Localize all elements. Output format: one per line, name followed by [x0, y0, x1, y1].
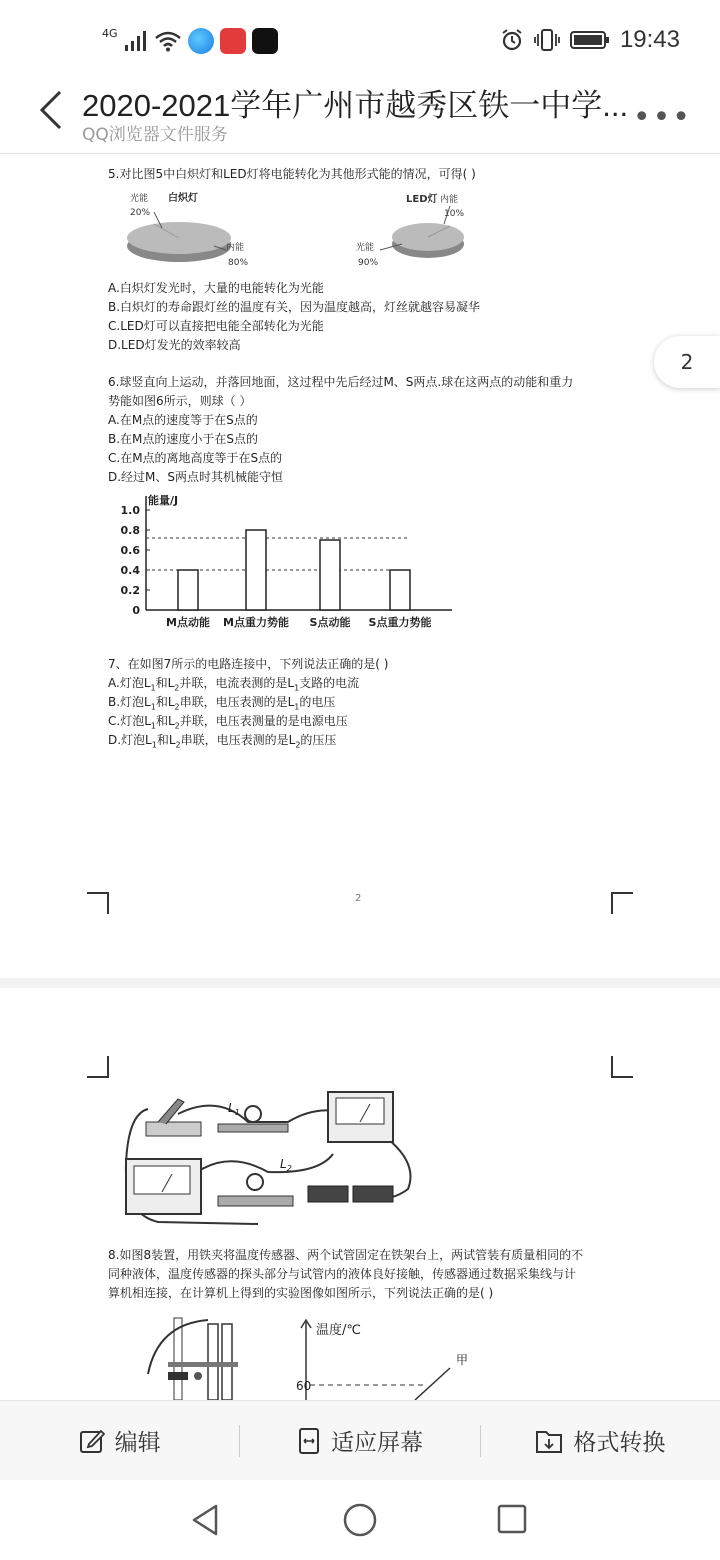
q5-option-c: C.LED灯可以直接把电能全部转化为光能 [108, 319, 324, 333]
q6-option-b: B.在M点的速度小于在S点的 [108, 432, 259, 446]
q8-stem-line2: 同种液体，温度传感器的探头部分与试管内的液体良好接触，传感器通过数据采集线与计 [108, 1267, 577, 1281]
qq-browser-icon [188, 28, 214, 54]
page-indicator[interactable]: 2 [654, 336, 720, 388]
q8-tick-60: 60 [296, 1379, 312, 1393]
q7-circuit-figure [118, 1084, 428, 1234]
clock: 19:43 [619, 26, 680, 53]
crop-mark-top-left [87, 892, 109, 914]
q5-led-light-label: 光能 [356, 243, 375, 253]
q6-energy-bar-chart [112, 492, 462, 632]
q5-led-figure [352, 188, 482, 270]
q5-led-light-pct: 90% [358, 258, 379, 268]
bar-2 [246, 530, 266, 610]
q6-option-c: C.在M点的离地高度等于在S点的 [108, 451, 283, 465]
y-tick-label: 0.8 [120, 524, 140, 537]
q8-temperature-graph [290, 1318, 490, 1400]
format-convert-button[interactable]: 格式转换 [481, 1424, 720, 1457]
edit-icon [79, 1428, 105, 1454]
app-header [0, 82, 720, 154]
y-tick-label: 0 [132, 604, 140, 617]
q6-stem-line1: 6.球竖直向上运动，并落回地面，这过程中先后经过M、S两点.球在这两点的动能和重力 [108, 375, 574, 389]
signal-icon [124, 30, 148, 52]
q5-incand-heat-pct: 80% [228, 258, 249, 268]
bar-3 [320, 540, 340, 610]
q5-option-b: B.白炽灯的寿命跟灯丝的温度有关，因为温度越高，灯丝就越容易凝华 [108, 300, 481, 314]
back-arrow-icon[interactable] [34, 90, 74, 130]
q6-option-d: D.经过M、S两点时其机械能守恒 [108, 470, 284, 484]
q8-apparatus-figure [138, 1314, 258, 1400]
fit-screen-button[interactable]: 适应屏幕 [240, 1424, 479, 1457]
q8-series-label-jia: 甲 [456, 1353, 469, 1367]
system-nav-bar [0, 1480, 720, 1560]
q7-option-d: D.灯泡$L_1$和$L_2$串联，电压表测的是$L_2$的压压 [108, 733, 337, 750]
more-menu-icon[interactable]: ••• [632, 100, 692, 135]
q8-stem-line3: 算机相连接，在计算机上得到的实验图像如图所示，下列说法正确的是( ) [108, 1286, 494, 1300]
x-category-label: M点动能 [166, 616, 210, 629]
q5-option-a: A.白炽灯发光时，大量的电能转化为光能 [108, 281, 324, 295]
circuit-label-l2: $L_2$ [280, 1157, 292, 1173]
q7-option-c: C.灯泡$L_1$和$L_2$并联，电压表测量的是电源电压 [108, 714, 348, 731]
page-number: 2 [355, 893, 362, 904]
q8-stem-line1: 8.如图8装置，用铁夹将温度传感器、两个试管固定在铁架台上，两试管装有质量相同的不 [108, 1248, 584, 1262]
crop-mark-bottom-right [611, 1056, 633, 1078]
circuit-label-l1: $L_1$ [228, 1101, 240, 1117]
q5-incand-heat-label: 内能 [226, 243, 245, 253]
status-bar [0, 0, 720, 82]
nav-home-icon[interactable] [342, 1502, 378, 1538]
crop-mark-top-right [611, 892, 633, 914]
nav-recents-icon[interactable] [496, 1503, 528, 1535]
q5-incandescent-figure [124, 188, 264, 268]
q5-incand-light-pct: 20% [130, 208, 151, 218]
capcut-icon [252, 28, 278, 54]
bar-4 [390, 570, 410, 610]
q6-stem-line2: 势能如图6所示，则球（ ） [108, 394, 252, 408]
bottom-toolbar [0, 1400, 720, 1480]
q5-led-name: LED灯 [406, 194, 438, 205]
fit-screen-icon [297, 1427, 321, 1455]
nav-back-icon[interactable] [188, 1502, 222, 1538]
x-category-label: M点重力势能 [223, 616, 289, 629]
x-category-label: S点动能 [309, 616, 351, 629]
y-tick-label: 0.2 [120, 584, 140, 597]
wifi-icon [154, 30, 182, 52]
q5-led-heat-pct: 10% [444, 209, 465, 219]
q7-option-a: A.灯泡$L_1$和$L_2$并联，电流表测的是$L_1$支路的电流 [108, 676, 360, 693]
q5-option-d: D.LED灯发光的效率较高 [108, 338, 241, 352]
document-page-3 [0, 988, 720, 1400]
q5-led-heat-label: 内能 [440, 195, 459, 205]
battery-icon [570, 29, 610, 51]
q8-ylabel: 温度/℃ [316, 1323, 361, 1338]
q5-incand-light-label: 光能 [130, 194, 149, 204]
q5-incand-name: 白炽灯 [168, 193, 198, 204]
alarm-icon [500, 28, 524, 52]
q7-option-b: B.灯泡$L_1$和$L_2$串联，电压表测的是$L_1$的电压 [108, 695, 336, 712]
document-source: QQ浏览器文件服务 [82, 125, 228, 145]
q6-option-a: A.在M点的速度等于在S点的 [108, 413, 258, 427]
y-tick-label: 1.0 [120, 504, 140, 517]
y-tick-label: 0.4 [120, 564, 140, 577]
edit-button[interactable]: 编辑 [0, 1424, 239, 1457]
network-label: 4G [102, 26, 118, 40]
x-category-label: S点重力势能 [368, 616, 432, 629]
vibrate-icon [534, 28, 560, 52]
document-title: 2020-2021学年广州市越秀区铁一中学... [82, 88, 629, 123]
reader-app-icon [220, 28, 246, 54]
q7-stem: 7、在如图7所示的电路连接中，下列说法正确的是( ) [108, 657, 389, 671]
y-axis-label: 能量/J [148, 494, 179, 507]
bar-1 [178, 570, 198, 610]
q5-stem: 5.对比图5中白炽灯和LED灯将电能转化为其他形式能的情况，可得( ) [108, 167, 476, 181]
crop-mark-bottom-left [87, 1056, 109, 1078]
y-tick-label: 0.6 [120, 544, 140, 557]
document-page-2 [0, 154, 720, 978]
format-convert-icon [535, 1428, 563, 1454]
